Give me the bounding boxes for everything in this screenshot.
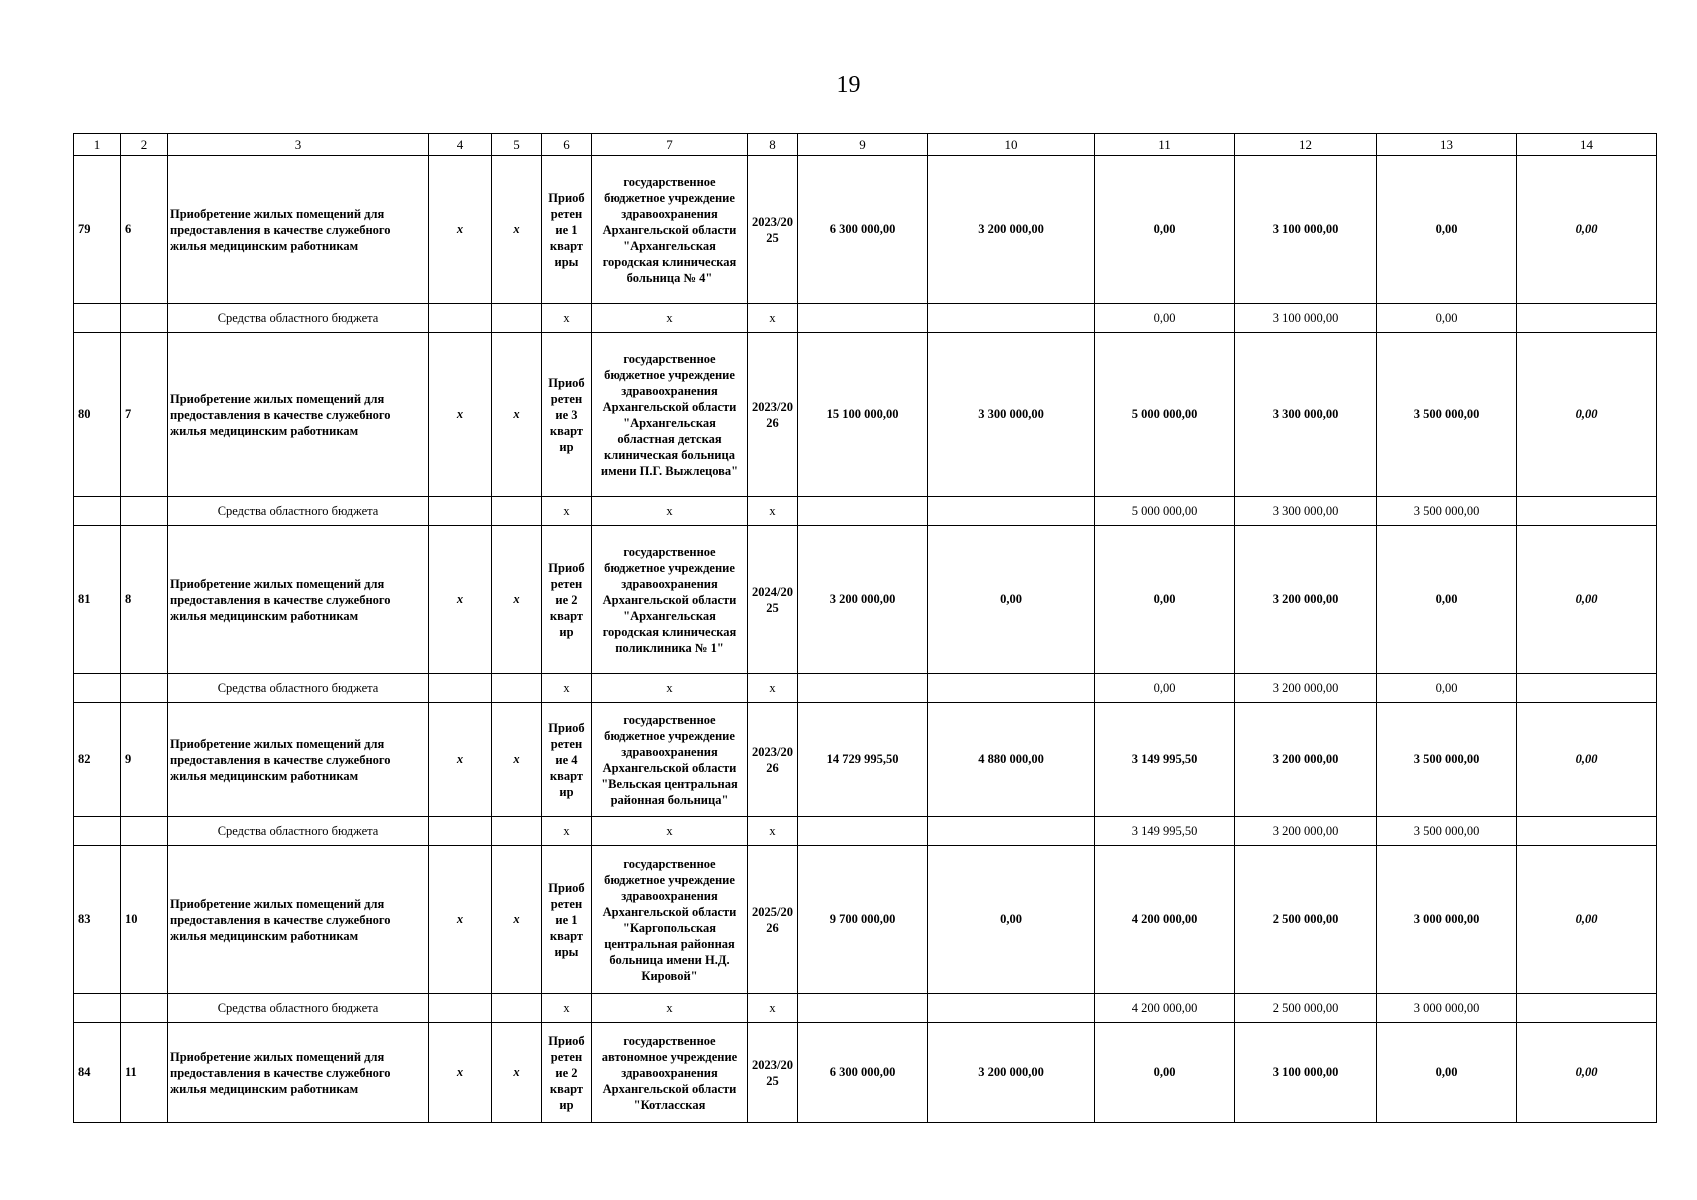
subitem-number: 9 <box>121 703 168 817</box>
funding-source-row <box>74 304 1657 333</box>
sub-amount-col11: 4 200 000,00 <box>1095 994 1235 1023</box>
sub-amount-col14 <box>1517 497 1657 526</box>
total-amount: 14 729 995,50 <box>798 703 928 817</box>
funding-source-label: Средства областного бюджета <box>168 304 429 333</box>
implementation-period: 2023/20 26 <box>748 703 798 817</box>
empty-cell <box>492 674 542 703</box>
sub-amount-col13: 3 500 000,00 <box>1377 497 1517 526</box>
organization-name: государственное бюджетное учреждение здравоохранения Архангельской области "Архангельская городская клиническая больница № 4" <box>592 156 748 304</box>
total-amount: 3 200 000,00 <box>798 526 928 674</box>
page-number: 19 <box>836 72 861 98</box>
empty-cell <box>74 497 121 526</box>
amount-col13: 0,00 <box>1377 156 1517 304</box>
sub-col6-mark: x <box>542 497 592 526</box>
subitem-number: 6 <box>121 156 168 304</box>
organization-name: государственное бюджетное учреждение здравоохранения Архангельской области "Каргопольская центральная районная больница имени Н.Д. Кировой" <box>592 846 748 994</box>
sub-amount-col11: 0,00 <box>1095 304 1235 333</box>
empty-cell <box>121 674 168 703</box>
funding-source-row <box>74 497 1657 526</box>
sub-amount-col14 <box>1517 817 1657 846</box>
empty-cell <box>74 674 121 703</box>
col-header: 10 <box>928 134 1095 156</box>
sub-amount-col9 <box>798 817 928 846</box>
sub-amount-col12: 3 300 000,00 <box>1235 497 1377 526</box>
sub-col7-mark: x <box>592 817 748 846</box>
implementation-period: 2023/20 26 <box>748 333 798 497</box>
empty-cell <box>492 817 542 846</box>
table-row <box>74 846 1657 994</box>
funding-source-row <box>74 994 1657 1023</box>
sub-amount-col12: 3 200 000,00 <box>1235 674 1377 703</box>
sub-amount-col9 <box>798 304 928 333</box>
amount-col12: 3 100 000,00 <box>1235 156 1377 304</box>
amount-col13: 3 500 000,00 <box>1377 703 1517 817</box>
col-header: 8 <box>748 134 798 156</box>
sub-amount-col10 <box>928 497 1095 526</box>
sub-amount-col11: 0,00 <box>1095 674 1235 703</box>
col-header: 5 <box>492 134 542 156</box>
total-amount: 9 700 000,00 <box>798 846 928 994</box>
col-header: 4 <box>429 134 492 156</box>
amount-col14: 0,00 <box>1517 846 1657 994</box>
amount-col11: 3 149 995,50 <box>1095 703 1235 817</box>
amount-col10: 0,00 <box>928 526 1095 674</box>
table-row <box>74 526 1657 674</box>
funding-source-label: Средства областного бюджета <box>168 817 429 846</box>
amount-col14: 0,00 <box>1517 1023 1657 1123</box>
col-header: 2 <box>121 134 168 156</box>
funding-source-label: Средства областного бюджета <box>168 497 429 526</box>
amount-col11: 5 000 000,00 <box>1095 333 1235 497</box>
col-header: 1 <box>74 134 121 156</box>
total-amount: 6 300 000,00 <box>798 1023 928 1123</box>
col-header: 14 <box>1517 134 1657 156</box>
amount-col12: 3 300 000,00 <box>1235 333 1377 497</box>
sub-amount-col9 <box>798 994 928 1023</box>
empty-cell <box>429 304 492 333</box>
col-header: 11 <box>1095 134 1235 156</box>
object-title: Приобретение жилых помещений для предоставления в качестве служебного жилья медицинским работникам <box>168 156 429 304</box>
stage-text: Приоб ретен ие 1 кварт иры <box>542 846 592 994</box>
implementation-period: 2024/20 25 <box>748 526 798 674</box>
stage-text: Приоб ретен ие 1 кварт иры <box>542 156 592 304</box>
amount-col13: 0,00 <box>1377 526 1517 674</box>
sub-col7-mark: x <box>592 497 748 526</box>
table-row <box>74 1023 1657 1123</box>
empty-cell <box>74 304 121 333</box>
col4-mark: x <box>429 1023 492 1123</box>
sub-amount-col14 <box>1517 994 1657 1023</box>
subitem-number: 10 <box>121 846 168 994</box>
amount-col10: 3 200 000,00 <box>928 156 1095 304</box>
table-row <box>74 156 1657 304</box>
empty-cell <box>429 497 492 526</box>
budget-table <box>73 133 1657 1123</box>
subitem-number: 11 <box>121 1023 168 1123</box>
organization-name: государственное автономное учреждение здравоохранения Архангельской области "Котласская <box>592 1023 748 1123</box>
sub-amount-col13: 3 000 000,00 <box>1377 994 1517 1023</box>
col5-mark: x <box>492 703 542 817</box>
sub-col7-mark: x <box>592 304 748 333</box>
organization-name: государственное бюджетное учреждение здравоохранения Архангельской области "Архангельская областная детская клиническая больница имени П.Г. Выжлецова" <box>592 333 748 497</box>
implementation-period: 2025/20 26 <box>748 846 798 994</box>
sub-col6-mark: x <box>542 304 592 333</box>
funding-source-label: Средства областного бюджета <box>168 994 429 1023</box>
object-title: Приобретение жилых помещений для предоставления в качестве служебного жилья медицинским работникам <box>168 846 429 994</box>
sub-amount-col13: 0,00 <box>1377 304 1517 333</box>
row-number: 84 <box>74 1023 121 1123</box>
sub-col7-mark: x <box>592 994 748 1023</box>
table-row <box>74 333 1657 497</box>
amount-col14: 0,00 <box>1517 333 1657 497</box>
row-number: 81 <box>74 526 121 674</box>
object-title: Приобретение жилых помещений для предоставления в качестве служебного жилья медицинским работникам <box>168 526 429 674</box>
amount-col13: 3 000 000,00 <box>1377 846 1517 994</box>
row-number: 83 <box>74 846 121 994</box>
amount-col10: 3 300 000,00 <box>928 333 1095 497</box>
col-header: 9 <box>798 134 928 156</box>
total-amount: 15 100 000,00 <box>798 333 928 497</box>
empty-cell <box>121 817 168 846</box>
col-header: 7 <box>592 134 748 156</box>
col4-mark: x <box>429 526 492 674</box>
sub-col8-mark: x <box>748 304 798 333</box>
amount-col11: 4 200 000,00 <box>1095 846 1235 994</box>
stage-text: Приоб ретен ие 4 кварт ир <box>542 703 592 817</box>
object-title: Приобретение жилых помещений для предоставления в качестве служебного жилья медицинским работникам <box>168 1023 429 1123</box>
empty-cell <box>121 497 168 526</box>
empty-cell <box>492 304 542 333</box>
subitem-number: 8 <box>121 526 168 674</box>
sub-amount-col11: 5 000 000,00 <box>1095 497 1235 526</box>
sub-amount-col12: 2 500 000,00 <box>1235 994 1377 1023</box>
stage-text: Приоб ретен ие 2 кварт ир <box>542 1023 592 1123</box>
empty-cell <box>121 304 168 333</box>
col5-mark: x <box>492 846 542 994</box>
col-header: 3 <box>168 134 429 156</box>
funding-source-row <box>74 674 1657 703</box>
amount-col11: 0,00 <box>1095 526 1235 674</box>
col5-mark: x <box>492 526 542 674</box>
object-title: Приобретение жилых помещений для предоставления в качестве служебного жилья медицинским работникам <box>168 333 429 497</box>
col5-mark: x <box>492 156 542 304</box>
row-number: 79 <box>74 156 121 304</box>
amount-col13: 3 500 000,00 <box>1377 333 1517 497</box>
implementation-period: 2023/20 25 <box>748 1023 798 1123</box>
stage-text: Приоб ретен ие 2 кварт ир <box>542 526 592 674</box>
sub-amount-col12: 3 100 000,00 <box>1235 304 1377 333</box>
empty-cell <box>429 817 492 846</box>
organization-name: государственное бюджетное учреждение здравоохранения Архангельской области "Архангельская городская клиническая поликлиника № 1" <box>592 526 748 674</box>
amount-col10: 3 200 000,00 <box>928 1023 1095 1123</box>
amount-col10: 4 880 000,00 <box>928 703 1095 817</box>
sub-amount-col9 <box>798 674 928 703</box>
sub-amount-col9 <box>798 497 928 526</box>
sub-amount-col10 <box>928 304 1095 333</box>
amount-col14: 0,00 <box>1517 526 1657 674</box>
col4-mark: x <box>429 846 492 994</box>
amount-col14: 0,00 <box>1517 156 1657 304</box>
sub-col6-mark: x <box>542 674 592 703</box>
object-title: Приобретение жилых помещений для предоставления в качестве служебного жилья медицинским работникам <box>168 703 429 817</box>
sub-amount-col12: 3 200 000,00 <box>1235 817 1377 846</box>
sub-amount-col13: 3 500 000,00 <box>1377 817 1517 846</box>
row-number: 80 <box>74 333 121 497</box>
amount-col12: 2 500 000,00 <box>1235 846 1377 994</box>
sub-col6-mark: x <box>542 994 592 1023</box>
header-row <box>74 134 1657 156</box>
sub-col8-mark: x <box>748 817 798 846</box>
amount-col11: 0,00 <box>1095 156 1235 304</box>
sub-col8-mark: x <box>748 674 798 703</box>
organization-name: государственное бюджетное учреждение здравоохранения Архангельской области "Вельская центральная районная больница" <box>592 703 748 817</box>
col-header: 6 <box>542 134 592 156</box>
col4-mark: x <box>429 156 492 304</box>
empty-cell <box>492 497 542 526</box>
amount-col12: 3 200 000,00 <box>1235 526 1377 674</box>
col5-mark: x <box>492 333 542 497</box>
row-number: 82 <box>74 703 121 817</box>
empty-cell <box>121 994 168 1023</box>
empty-cell <box>429 674 492 703</box>
col-header: 13 <box>1377 134 1517 156</box>
col4-mark: x <box>429 703 492 817</box>
amount-col12: 3 200 000,00 <box>1235 703 1377 817</box>
sub-col7-mark: x <box>592 674 748 703</box>
col5-mark: x <box>492 1023 542 1123</box>
empty-cell <box>74 994 121 1023</box>
empty-cell <box>74 817 121 846</box>
total-amount: 6 300 000,00 <box>798 156 928 304</box>
funding-source-row <box>74 817 1657 846</box>
amount-col10: 0,00 <box>928 846 1095 994</box>
sub-col8-mark: x <box>748 994 798 1023</box>
sub-amount-col13: 0,00 <box>1377 674 1517 703</box>
empty-cell <box>429 994 492 1023</box>
sub-col8-mark: x <box>748 497 798 526</box>
amount-col14: 0,00 <box>1517 703 1657 817</box>
amount-col11: 0,00 <box>1095 1023 1235 1123</box>
sub-amount-col10 <box>928 994 1095 1023</box>
col4-mark: x <box>429 333 492 497</box>
sub-amount-col10 <box>928 817 1095 846</box>
empty-cell <box>492 994 542 1023</box>
sub-amount-col11: 3 149 995,50 <box>1095 817 1235 846</box>
table-row <box>74 703 1657 817</box>
stage-text: Приоб ретен ие 3 кварт ир <box>542 333 592 497</box>
amount-col12: 3 100 000,00 <box>1235 1023 1377 1123</box>
sub-amount-col10 <box>928 674 1095 703</box>
col-header: 12 <box>1235 134 1377 156</box>
sub-amount-col14 <box>1517 674 1657 703</box>
sub-amount-col14 <box>1517 304 1657 333</box>
implementation-period: 2023/20 25 <box>748 156 798 304</box>
subitem-number: 7 <box>121 333 168 497</box>
amount-col13: 0,00 <box>1377 1023 1517 1123</box>
funding-source-label: Средства областного бюджета <box>168 674 429 703</box>
sub-col6-mark: x <box>542 817 592 846</box>
